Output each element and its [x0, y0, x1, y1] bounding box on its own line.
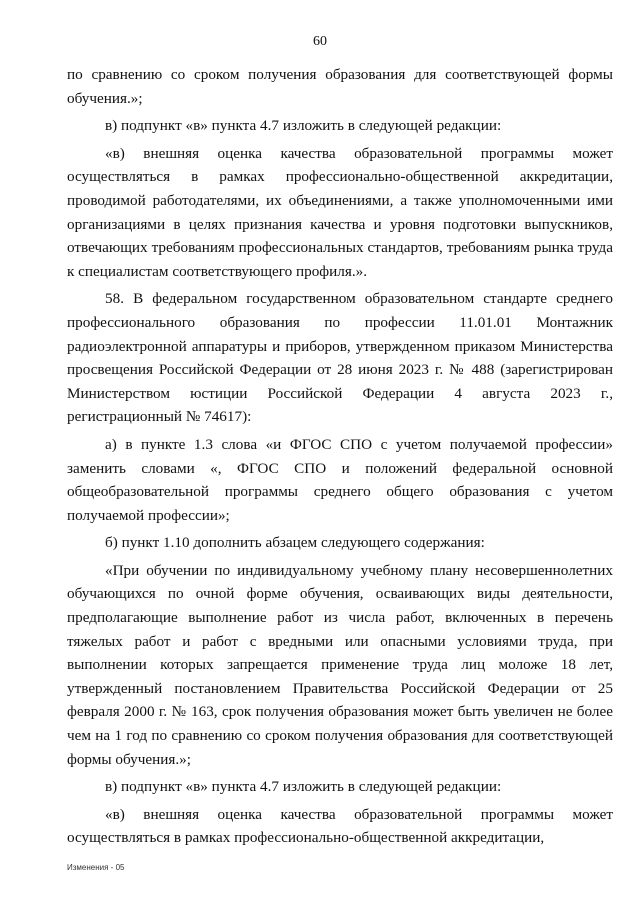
- page-number: 60: [313, 34, 327, 49]
- paragraph-quote-v: «в) внешняя оценка качества образовательной программы может осуществляться в рамках профессионально-общественной аккредитации, проводимой работодателями, их объединениями, а также уполномоченными ими организациями в целях признания качества и уровня подготовки выпускников, отвечающих требованиям профессиональных стандартов, требованиям рынка труда к специалистам соответствующего профиля.».: [67, 144, 613, 280]
- paragraph-quote-training: «При обучении по индивидуальному учебному плану несовершеннолетних обучающихся по очной форме обучения, осваивающих виды деятельности, предполагающие выполнение работ из числа работ, включенных в перечень тяжелых работ и работ с вредными или опасными условиями труда, при выполнении которых запрещается применение труда лиц моложе 18 лет, утвержденный постановлением Правительства Российской Федерации от 25 февраля 2000 г. № 163, срок получения образования может быть увеличен не более чем на 1 год по сравнению со сроком получения образования для соответствующей формы обучения.»;: [67, 561, 613, 768]
- paragraph-subitem-b: б) пункт 1.10 дополнить абзацем следующего содержания:: [105, 534, 485, 552]
- paragraph-item-58: 58. В федеральном государственном образовательном стандарте среднего профессионального образования по профессии 11.01.01 Монтажник радиоэлектронной аппаратуры и приборов, утвержденном приказом Министерства просвещения Российской Федерации от 28 июня 2023 г. № 488 (зарегистрирован Министерством юстиции Российской Федерации 4 августа 2023 г., регистрационный № 74617):: [67, 290, 613, 426]
- paragraph-subitem-a: а) в пункте 1.3 слова «и ФГОС СПО с учетом получаемой профессии» заменить словами «, ФГОС СПО и положений федеральной основной общеобразовательной программы среднего общего образования с учетом получаемой профессии»;: [67, 435, 613, 524]
- paragraph-quote-v-2: «в) внешняя оценка качества образовательной программы может осуществляться в рамках профессионально-общественной аккредитации,: [67, 805, 613, 847]
- document-body: [67, 63, 613, 854]
- paragraph-continuation: по сравнению со сроком получения образования для соответствующей формы обучения.»;: [67, 66, 613, 107]
- footer-note: Изменения - 05: [67, 863, 125, 872]
- paragraph-subitem-v-2: в) подпункт «в» пункта 4.7 изложить в следующей редакции:: [105, 778, 502, 796]
- paragraph-subitem-v: в) подпункт «в» пункта 4.7 изложить в следующей редакции:: [105, 117, 502, 135]
